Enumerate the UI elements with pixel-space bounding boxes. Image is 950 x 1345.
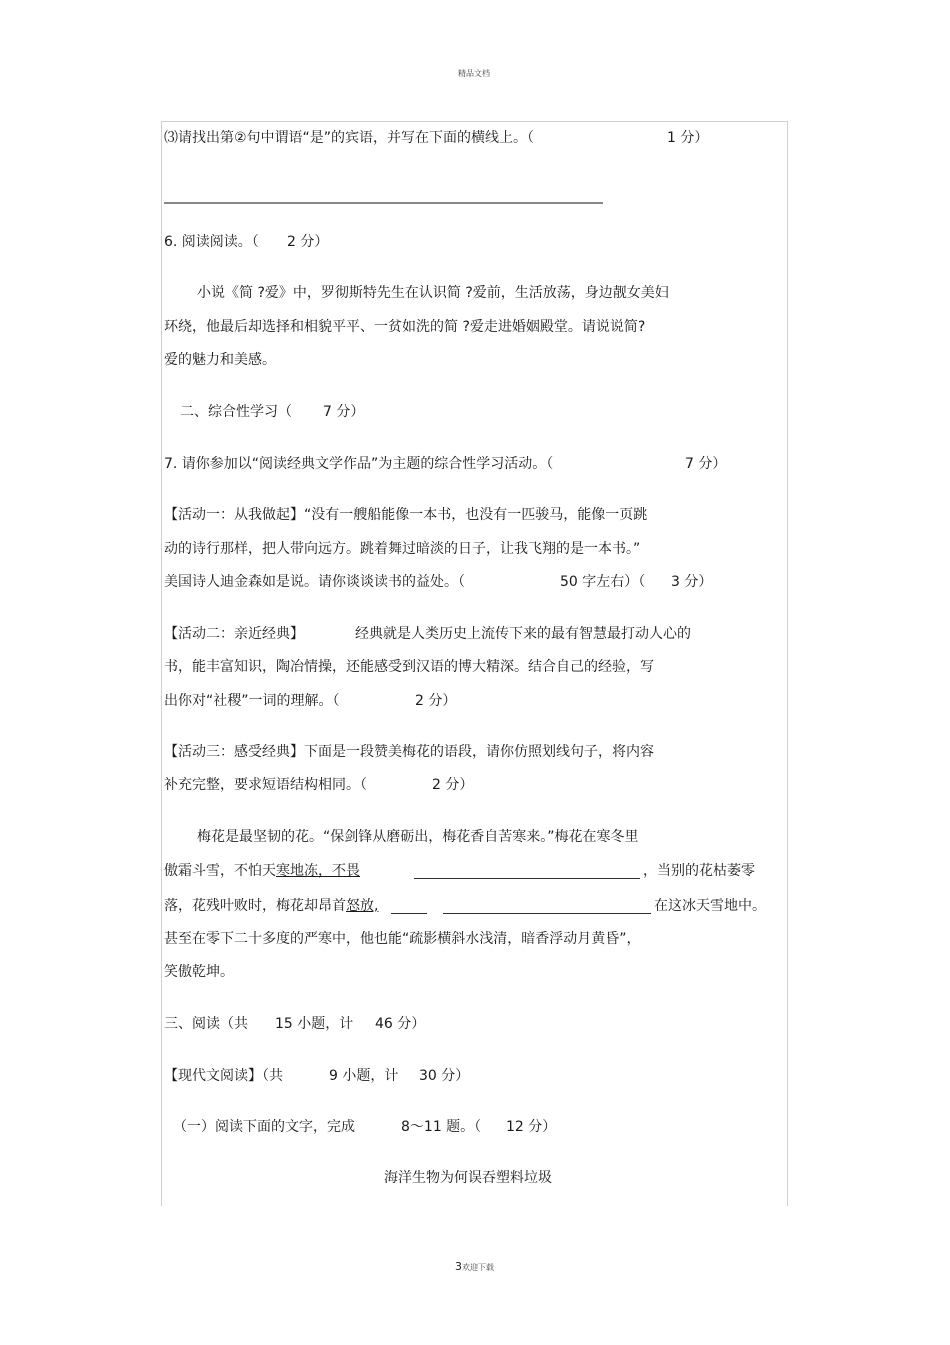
plum-line-2-end: ，当别的花枯萎零 — [643, 863, 755, 879]
plum-line-2 — [164, 861, 360, 881]
section2-heading: 二、综合性学习（ — [180, 404, 292, 420]
activity2-score: 2 分） — [415, 693, 457, 709]
q5-sub3-text: ⑶请找出第②句中谓语“是”的宾语，并写在下面的横线上。（ — [164, 130, 535, 146]
q7-title: 7. 请你参加以“阅读经典文学作品”为主题的综合性学习活动。（ — [164, 456, 554, 472]
plum-line-3-end: 在这冰天雪地中。 — [654, 898, 766, 914]
q6-score: 2 分） — [287, 234, 329, 250]
page-number: 3 — [455, 1260, 462, 1273]
activity1-line-1: 【活动一：从我做起】“没有一艘船能像一本书，也没有一匹骏马，能像一页跳 — [164, 507, 648, 523]
footer — [455, 1260, 494, 1273]
fill-blank-2[interactable] — [443, 899, 651, 914]
answer-line[interactable] — [164, 202, 603, 204]
plum-line-2-start: 傲霜斗雪，不怕天 — [164, 863, 276, 879]
activity1-score: 3 分） — [671, 574, 713, 590]
section3-score: 46 分） — [375, 1016, 426, 1032]
section3-count: 15 小题，计 — [275, 1016, 354, 1032]
plum-underlined-phrase-1: 寒地冻，不畏 — [276, 863, 360, 879]
activity1-word-limit: 50 字左右）（ — [560, 574, 646, 590]
activity3-line-2: 补充完整，要求短语结构相同。（ — [164, 777, 367, 793]
footer-text: 欢迎下载 — [462, 1263, 494, 1272]
activity1-line-2: 动的诗行那样，把人带向远方。跳着舞过暗淡的日子，让我飞翔的是一本书。” — [164, 541, 641, 557]
modern-reading-score: 30 分） — [419, 1068, 470, 1084]
part1-range: 8～11 题。（ — [401, 1119, 482, 1135]
underline-extension — [391, 899, 427, 914]
q6-body-line-1: 小说《简 ?爱》中，罗彻斯特先生在认识简 ?爱前，生活放荡，身边靓女美妇 — [197, 285, 669, 301]
q6-body-line-3: 爱的魅力和美感。 — [164, 352, 276, 368]
modern-reading-count: 9 小题，计 — [329, 1068, 399, 1084]
plum-line-3-start: 落，花残叶败时，梅花却昂首 — [164, 898, 346, 914]
part1-heading: （一）阅读下面的文字，完成 — [173, 1119, 355, 1135]
part1-score: 12 分） — [506, 1119, 557, 1135]
activity3-line-1: 【活动三：感受经典】下面是一段赞美梅花的语段，请你仿照划线句子，将内容 — [164, 744, 654, 760]
activity2-line-1: 经典就是人类历史上流传下来的最有智慧最打动人心的 — [355, 626, 691, 642]
activity3-score: 2 分） — [432, 777, 474, 793]
activity2-label: 【活动二：亲近经典】 — [164, 626, 304, 642]
section2-score: 7 分） — [323, 404, 365, 420]
activity1-line-3: 美国诗人迪金森如是说。请你谈谈读书的益处。（ — [164, 574, 465, 590]
q6-title: 6. 阅读阅读。（ — [164, 234, 259, 250]
activity2-line-2: 书，能丰富知识，陶冶情操，还能感受到汉语的博大精深。结合自己的经验，写 — [164, 659, 654, 675]
plum-line-4: 甚至在零下二十多度的严寒中，他也能“疏影横斜水浅清，暗香浮动月黄昏”， — [164, 931, 641, 947]
plum-line-5: 笑傲乾坤。 — [164, 964, 234, 980]
plum-underlined-phrase-2: 怒放, — [346, 898, 379, 914]
header-text: 精品文档 — [458, 69, 490, 78]
article-title: 海洋生物为何误吞塑料垃圾 — [384, 1170, 552, 1186]
q6-body-line-2: 环绕，他最后却选择和相貌平平、一贫如洗的简 ?爱走进婚姻殿堂。请说说简? — [164, 319, 646, 335]
plum-line-1: 梅花是最坚韧的花。“保剑锋从磨砺出，梅花香自苦寒来。”梅花在寒冬里 — [197, 829, 639, 845]
modern-reading-heading: 【现代文阅读】（共 — [164, 1068, 283, 1084]
activity2-line-3: 出你对“社稷”一词的理解。（ — [164, 693, 340, 709]
fill-blank-1[interactable] — [414, 864, 640, 879]
section3-heading: 三、阅读（共 — [164, 1016, 248, 1032]
q7-score: 7 分） — [685, 456, 727, 472]
plum-line-3 — [164, 896, 378, 916]
q5-sub3-score: 1 分） — [667, 130, 709, 146]
